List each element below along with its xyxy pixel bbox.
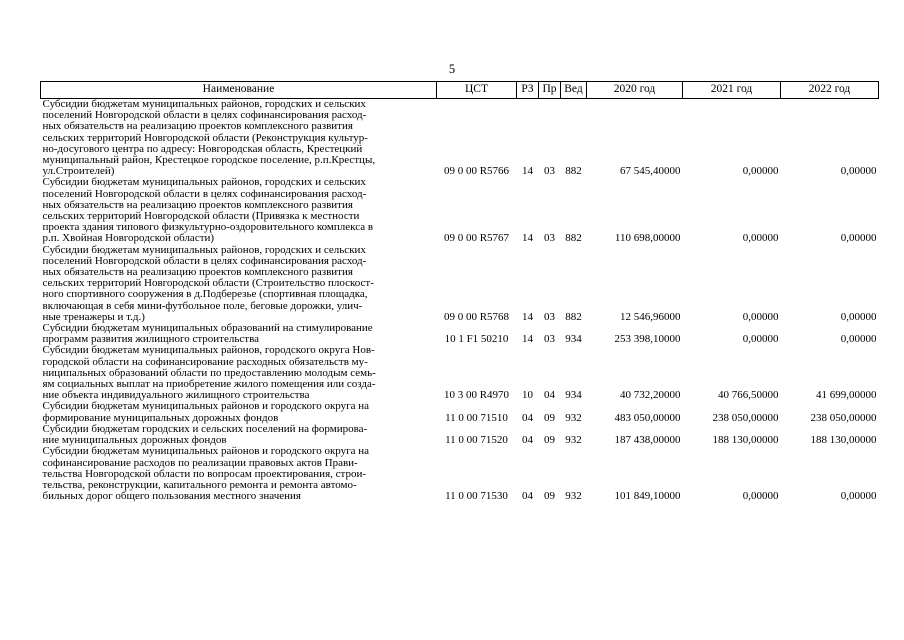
table-row xyxy=(41,424,879,446)
table-row xyxy=(41,99,879,178)
row-pr-cell: 09 xyxy=(544,411,555,424)
table-row xyxy=(41,177,879,244)
row-name-cell: Субсидии бюджетам муниципальных районов, городских и сельских поселений Новгородской области в целях софинансирования расход- ных обязательств на реализацию проектов комплексного развития сельских территорий Новгородской области (Реконструкция культур- но-досугового центра по адресу: Новгородская область, Крестецкий муниципальный район, Крестецкое городское поселение, р.п.Крестцы, ул.Строителей) xyxy=(42,98,376,178)
header-ved: Вед xyxy=(561,82,587,99)
row-rz-cell: 04 xyxy=(522,434,533,447)
row-cst-cell: 11 0 00 71510 xyxy=(445,411,508,424)
row-2020-cell: 12 546,96000 xyxy=(620,310,681,323)
row-pr-cell: 04 xyxy=(544,389,555,402)
row-ved-cell: 934 xyxy=(565,333,582,346)
row-2021-cell: 0,00000 xyxy=(742,333,779,346)
header-2021: 2021 год xyxy=(683,82,781,99)
row-name-cell: Субсидии бюджетам городских и сельских поселений на формирова- ние муниципальных дорожных фондов xyxy=(42,422,368,447)
row-2020-cell: 101 849,10000 xyxy=(614,490,681,503)
row-2021-cell: 238 050,00000 xyxy=(712,411,779,424)
row-ved-cell: 934 xyxy=(565,389,582,402)
row-2021-cell: 0,00000 xyxy=(742,490,779,503)
header-cst: ЦСТ xyxy=(437,82,517,99)
row-ved-cell: 932 xyxy=(565,434,582,447)
row-2020-cell: 483 050,00000 xyxy=(614,411,681,424)
row-rz-cell: 04 xyxy=(522,490,533,503)
row-2021-cell: 0,00000 xyxy=(742,310,779,323)
row-rz-cell: 14 xyxy=(522,232,533,245)
row-pr-cell: 03 xyxy=(544,232,555,245)
table-row xyxy=(41,401,879,423)
header-rz: РЗ xyxy=(517,82,539,99)
row-2022-cell: 238 050,00000 xyxy=(810,411,877,424)
table-row xyxy=(41,345,879,401)
row-ved-cell: 932 xyxy=(565,411,582,424)
row-name-cell: Субсидии бюджетам муниципальных районов, городских и сельских поселений Новгородской области в целях софинансирования расход- ных обязательств на реализацию проектов комплексного развития сельских территорий Новгородской области (Привязка к местности проекта здания типового физкультурно-оздоровительного комплекса в р.п. Хвойная Новгородской области) xyxy=(42,176,374,245)
row-2022-cell: 41 699,00000 xyxy=(816,389,877,402)
row-2020-cell: 253 398,10000 xyxy=(614,333,681,346)
row-ved-cell: 882 xyxy=(565,310,582,323)
row-name-cell: Субсидии бюджетам муниципальных образований на стимулирование программ развития жилищного строительства xyxy=(42,322,373,346)
row-2022-cell: 188 130,00000 xyxy=(810,434,877,447)
row-2022-cell: 0,00000 xyxy=(840,310,877,323)
row-2021-cell: 0,00000 xyxy=(742,165,779,178)
row-cst-cell: 11 0 00 71520 xyxy=(445,434,508,447)
row-cst-cell: 09 0 00 R5767 xyxy=(443,232,510,245)
row-pr-cell: 03 xyxy=(544,333,555,346)
header-2022: 2022 год xyxy=(781,82,879,99)
row-2021-cell: 40 766,50000 xyxy=(718,389,779,402)
table-row xyxy=(41,446,879,502)
table-row xyxy=(41,245,879,323)
row-2021-cell: 0,00000 xyxy=(742,232,779,245)
row-2021-cell: 188 130,00000 xyxy=(712,434,779,447)
row-pr-cell: 03 xyxy=(544,165,555,178)
row-cst-cell: 09 0 00 R5766 xyxy=(443,165,510,178)
row-pr-cell: 03 xyxy=(544,310,555,323)
row-2020-cell: 40 732,20000 xyxy=(620,389,681,402)
row-ved-cell: 882 xyxy=(565,165,582,178)
row-ved-cell: 882 xyxy=(565,232,582,245)
row-ved-cell: 932 xyxy=(565,490,582,503)
row-2020-cell: 110 698,00000 xyxy=(614,232,681,245)
row-pr-cell: 09 xyxy=(544,490,555,503)
row-rz-cell: 04 xyxy=(522,411,533,424)
row-2020-cell: 187 438,00000 xyxy=(614,434,681,447)
row-name-cell: Субсидии бюджетам муниципальных районов, городского округа Нов- городской области на софинансирование расходных обязательств му- ниципальных образований области по предоставлению молодым семь- ям социальных выплат на приобретение жилого помещения или созда- ние объекта индивидуального жилищного строительства xyxy=(42,344,376,402)
row-cst-cell: 11 0 00 71530 xyxy=(445,490,508,503)
row-2022-cell: 0,00000 xyxy=(840,333,877,346)
row-rz-cell: 14 xyxy=(522,165,533,178)
row-name-cell: Субсидии бюджетам муниципальных районов и городского округа на формирование муниципальных дорожных фондов xyxy=(42,400,370,424)
row-2020-cell: 67 545,40000 xyxy=(620,165,681,178)
row-2022-cell: 0,00000 xyxy=(840,165,877,178)
row-pr-cell: 09 xyxy=(544,434,555,447)
row-cst-cell: 09 0 00 R5768 xyxy=(443,310,510,323)
row-cst-cell: 10 3 00 R4970 xyxy=(443,389,510,402)
row-rz-cell: 10 xyxy=(522,389,533,402)
table-header-row xyxy=(41,82,879,99)
table-row xyxy=(41,323,879,345)
header-2020: 2020 год xyxy=(587,82,683,99)
header-pr: Пр xyxy=(539,82,561,99)
page-number: 5 xyxy=(448,62,456,76)
row-name-cell: Субсидии бюджетам муниципальных районов, городских и сельских поселений Новгородской области в целях софинансирования расход- ных обязательств на реализацию проектов комплексного развития сельских территорий Новгородской области (Строительство плоскост- ного спортивного сооружения в д.Подберезье (спортивная площадка, включающая в себя мини-футбольное поле, беговые дорожки, улич- ные тренажеры и т.д.) xyxy=(42,243,374,323)
row-cst-cell: 10 1 F1 50210 xyxy=(444,333,509,346)
row-rz-cell: 14 xyxy=(522,333,533,346)
row-2022-cell: 0,00000 xyxy=(840,232,877,245)
header-name: Наименование xyxy=(41,82,437,99)
budget-table xyxy=(40,81,879,502)
row-2022-cell: 0,00000 xyxy=(840,490,877,503)
row-name-cell: Субсидии бюджетам муниципальных районов и городского округа на софинансирование расходов по реализации правовых актов Прави- тельства Новгородской области по вопросам проектирования, строи- тельства, реконструкции, капитального ремонта и ремонта автомо- бильных дорог общего пользования местного значения xyxy=(42,445,370,503)
row-rz-cell: 14 xyxy=(522,310,533,323)
